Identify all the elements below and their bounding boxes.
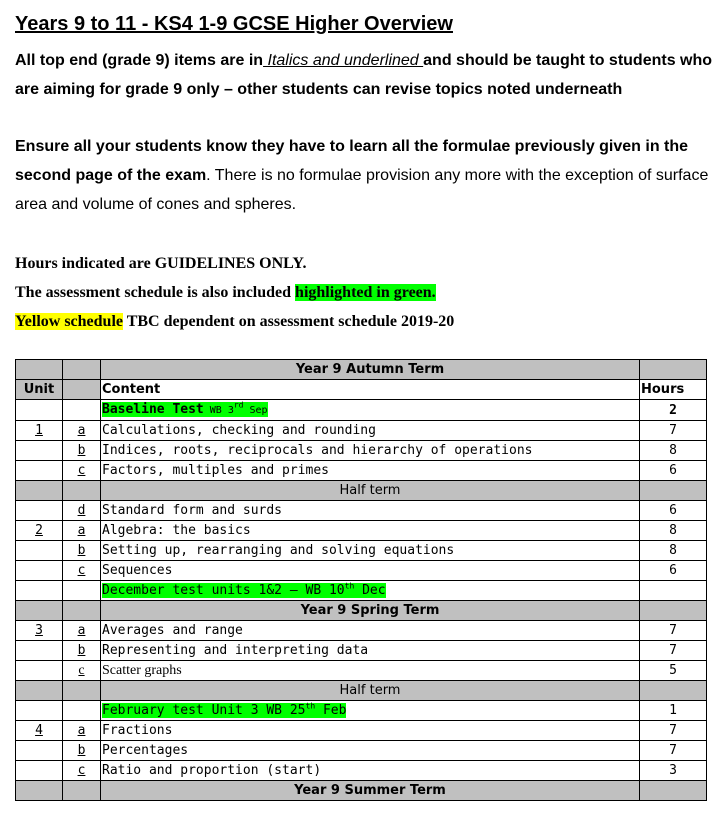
formulae-bold-line2: second page of the exam — [15, 167, 207, 184]
assessment-note — [15, 278, 715, 307]
col-header-hours: Hours — [640, 380, 707, 400]
term-row-autumn — [16, 360, 707, 380]
half-term-row — [16, 481, 707, 501]
hours-note: Hours indicated are GUIDELINES ONLY. — [15, 255, 307, 272]
assessment-highlight: highlighted in green. — [295, 284, 436, 301]
half-term-row-2 — [16, 681, 707, 701]
table-row: 2 a Algebra: the basics 8 — [16, 521, 707, 541]
term-title-summer: Year 9 Summer Term — [101, 781, 640, 801]
term-row-spring — [16, 601, 707, 621]
yellow-post: TBC dependent on assessment schedule 2019-20 — [123, 313, 455, 330]
term-title-spring: Year 9 Spring Term — [101, 601, 640, 621]
table-row: 4 a Fractions 7 — [16, 721, 707, 741]
table-row: c Ratio and proportion (start) 3 — [16, 761, 707, 781]
yellow-highlight: Yellow schedule — [15, 313, 123, 330]
table-row: b Representing and interpreting data 7 — [16, 641, 707, 661]
half-term-label-2: Half term — [101, 681, 640, 701]
table-row: b Setting up, rearranging and solving equations 8 — [16, 541, 707, 561]
february-test-label: February test Unit 3 WB 25th Feb — [102, 701, 347, 718]
baseline-row — [16, 400, 707, 421]
formulae-normal-line2: . There is no formulae provision any more with the exception of surface — [206, 167, 709, 184]
february-test-row — [16, 701, 707, 721]
yellow-note — [15, 307, 715, 336]
document-page — [15, 10, 715, 336]
term-title-autumn: Year 9 Autumn Term — [101, 360, 640, 380]
table-row: d Standard form and surds 6 — [16, 501, 707, 521]
intro-italic-underlined: Italics and underlined — [263, 52, 424, 69]
table-row: 1 a Calculations, checking and rounding 7 — [16, 421, 707, 441]
december-test-row — [16, 581, 707, 601]
intro-part2: and should be taught to students who are aiming for grade 9 only – other students can revise topics noted underneath — [15, 52, 713, 98]
table-row: 3 a Averages and range 7 — [16, 621, 707, 641]
baseline-test-label: Baseline Test WB 3rd Sep — [102, 400, 268, 417]
page-title: Years 9 to 11 - KS4 1-9 GCSE Higher Overview — [15, 13, 453, 35]
formulae-bold-line1: Ensure all your students know they have to learn all the formulae previously given in the — [15, 138, 689, 155]
table-row: c Sequences 6 — [16, 561, 707, 581]
formulae-normal-line3: area and volume of cones and spheres. — [15, 196, 297, 213]
header-row — [16, 380, 707, 400]
intro-paragraph — [15, 46, 715, 104]
table-row: b Indices, roots, reciprocals and hierarchy of operations 8 — [16, 441, 707, 461]
col-header-content: Content — [101, 380, 640, 400]
schedule-table — [15, 359, 707, 801]
table-row: c Factors, multiples and primes 6 — [16, 461, 707, 481]
february-test-hours: 1 — [640, 701, 707, 721]
table-row: b Percentages 7 — [16, 741, 707, 761]
baseline-hours: 2 — [640, 400, 707, 421]
intro-part1: All top end (grade 9) items are in — [15, 52, 264, 69]
assessment-pre: The assessment schedule is also included — [15, 284, 296, 301]
col-header-unit: Unit — [16, 380, 63, 400]
term-row-summer — [16, 781, 707, 801]
half-term-label: Half term — [101, 481, 640, 501]
december-test-label: December test units 1&2 – WB 10th Dec — [102, 581, 386, 598]
formulae-paragraph — [15, 132, 715, 219]
table-row: c Scatter graphs 5 — [16, 661, 707, 681]
